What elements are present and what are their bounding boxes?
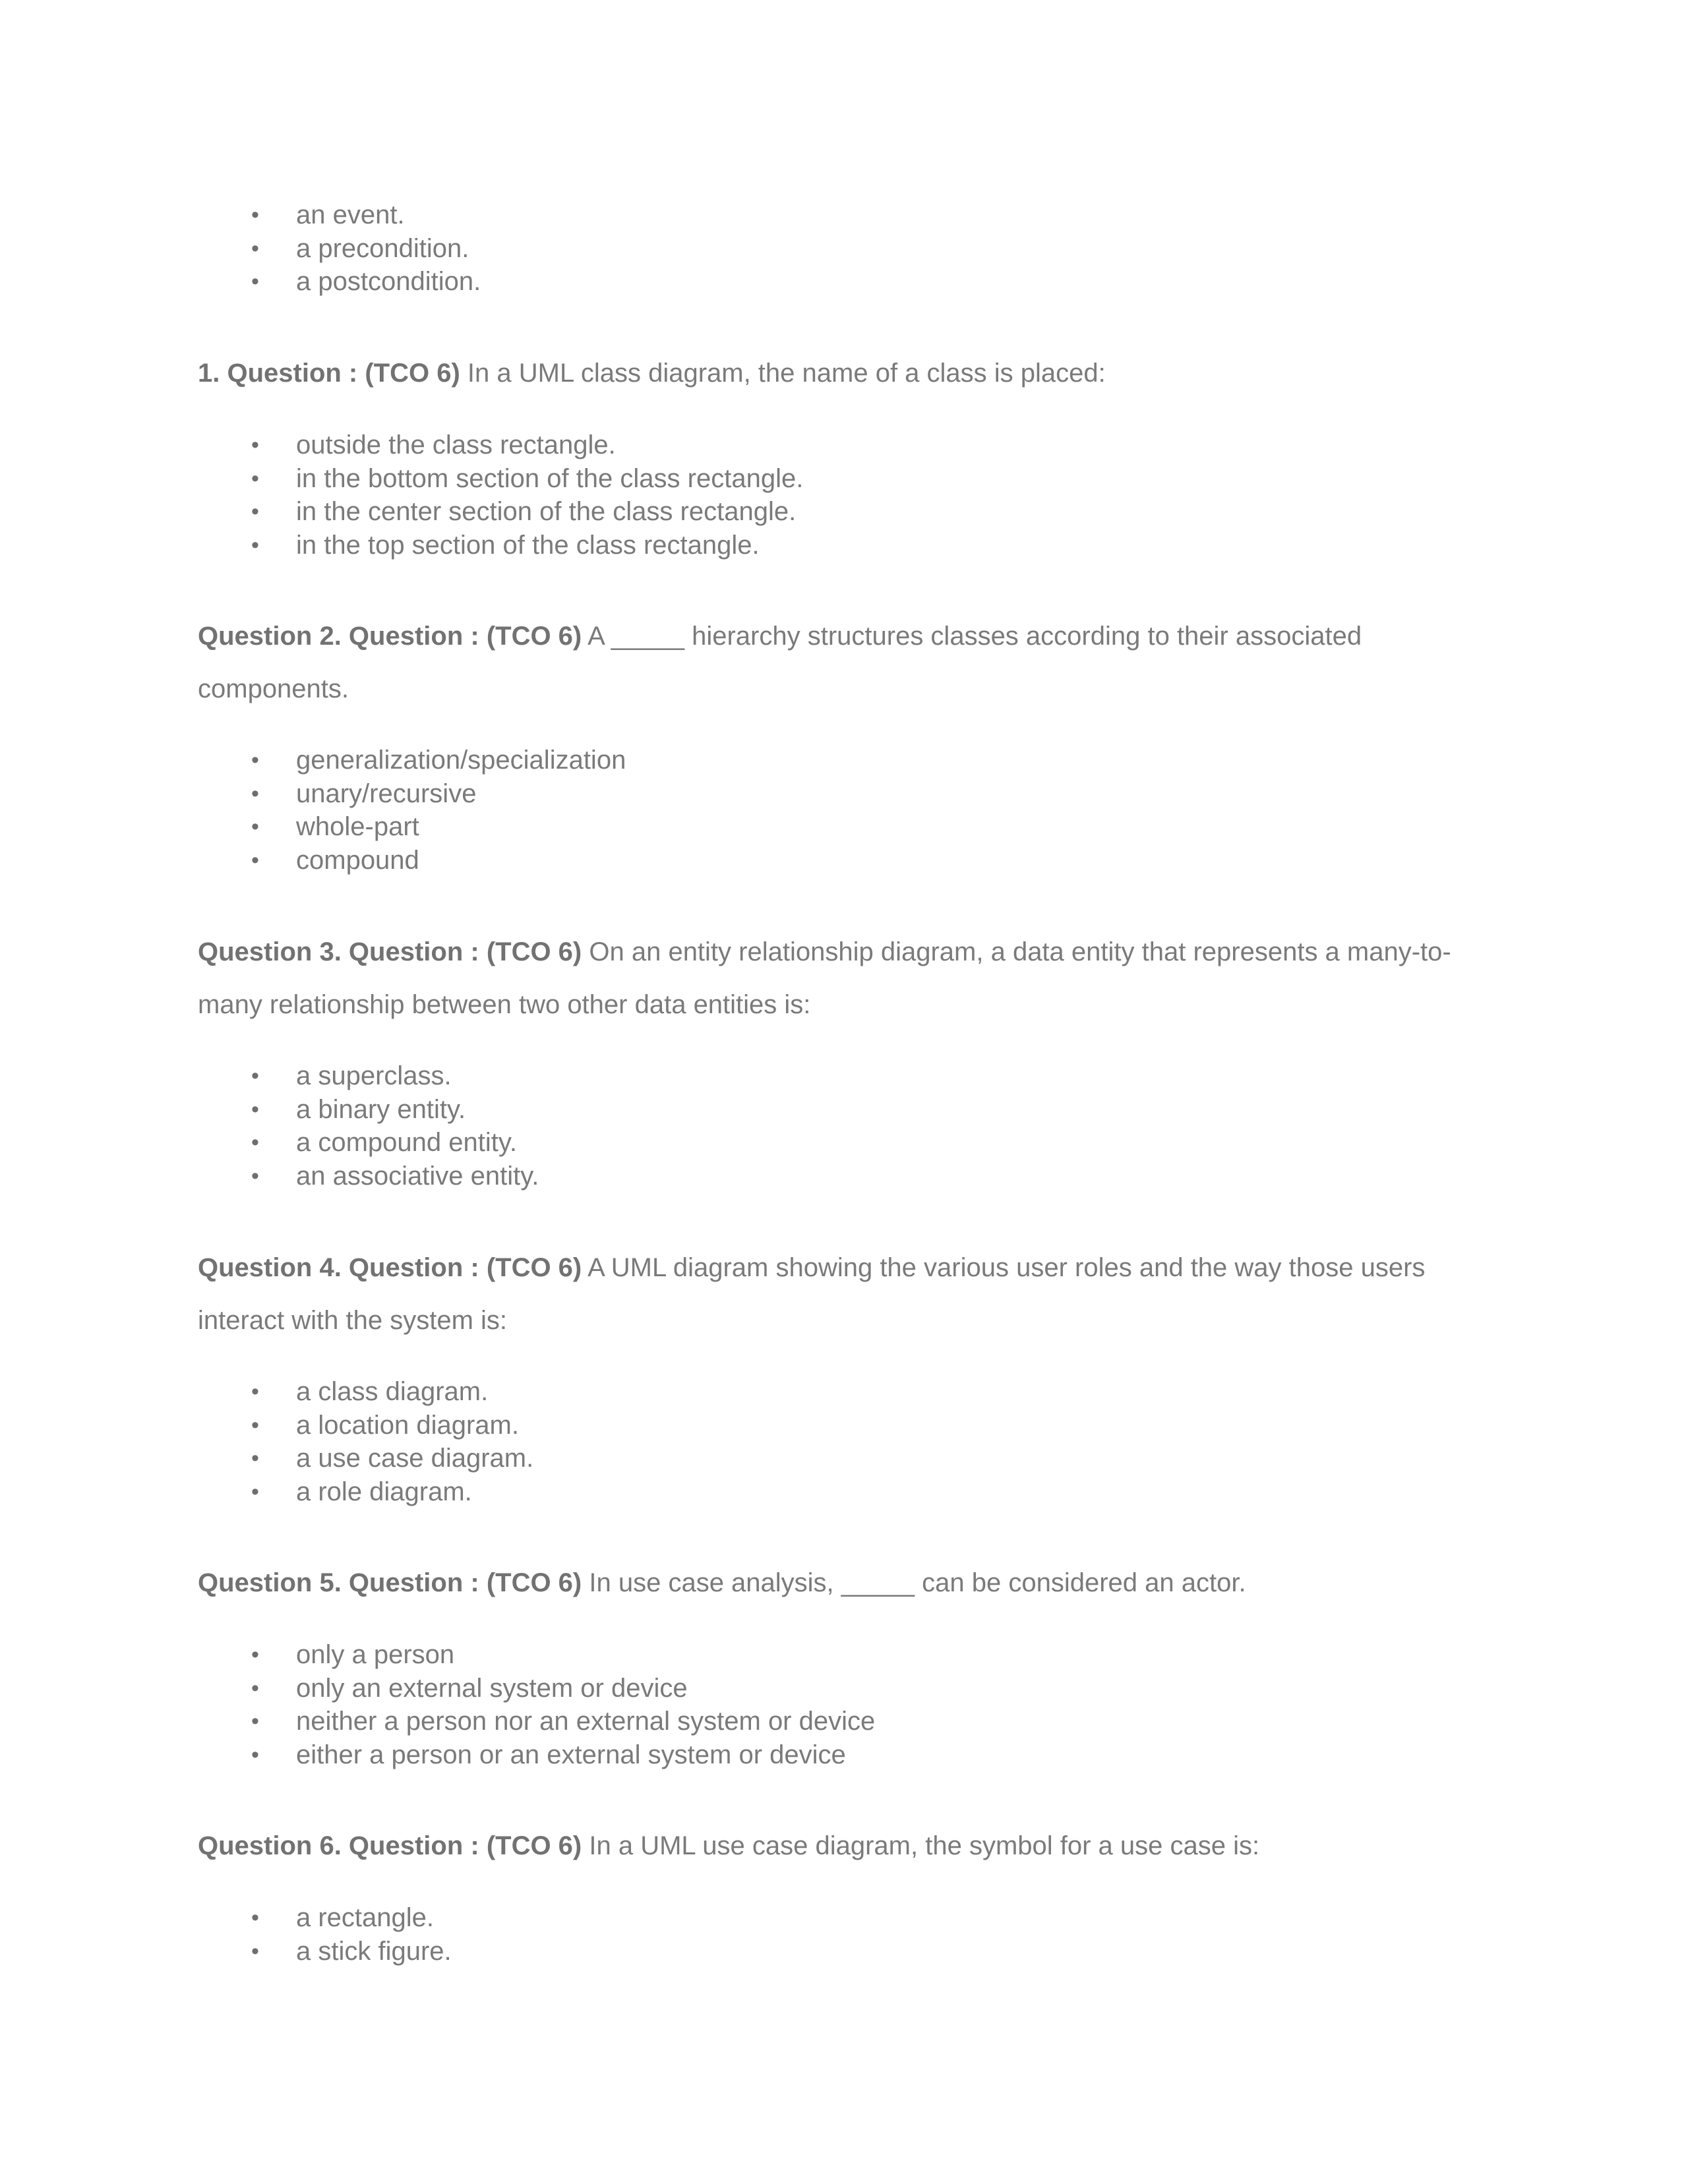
question-heading: Question 6. Question : (TCO 6) <box>198 1831 582 1860</box>
list-item: • in the bottom section of the class rectangle. <box>198 462 1503 496</box>
list-item: • either a person or an external system or device <box>198 1738 1503 1772</box>
question-5-options <box>198 1638 1503 1771</box>
options-list <box>198 1638 1503 1771</box>
question-5-text <box>198 1556 1510 1609</box>
bullet-icon: • <box>251 202 259 227</box>
bullet-icon: • <box>251 269 259 294</box>
list-item: • a postcondition. <box>198 265 1503 299</box>
list-item: • compound <box>198 844 1503 877</box>
bullet-icon: • <box>251 847 259 873</box>
bullet-icon: • <box>251 1412 259 1438</box>
list-item: • a role diagram. <box>198 1475 1503 1509</box>
bullet-icon: • <box>251 748 259 773</box>
question-1-options <box>198 428 1503 562</box>
bullet-icon: • <box>251 781 259 806</box>
question-body: A _____ hierarchy structures classes according to their associated components. <box>198 622 1362 703</box>
question-heading: 1. Question : (TCO 6) <box>198 359 460 388</box>
bullet-icon: • <box>251 499 259 524</box>
question-1-text <box>198 347 1510 399</box>
question-body: On an entity relationship diagram, a data entity that represents a many-to-many relationship between two other data entities is: <box>198 937 1451 1019</box>
bullet-icon: • <box>251 1446 259 1471</box>
bullet-icon: • <box>251 1905 259 1930</box>
bullet-icon: • <box>251 1063 259 1088</box>
bullet-icon: • <box>251 235 259 261</box>
bullet-icon: • <box>251 1709 259 1734</box>
list-item: • only an external system or device <box>198 1672 1503 1705</box>
bullet-icon: • <box>251 1163 259 1189</box>
list-item: • only a person <box>198 1638 1503 1672</box>
question-4-text <box>198 1241 1510 1347</box>
bullet-icon: • <box>251 1742 259 1767</box>
bullet-icon: • <box>251 1642 259 1667</box>
question-6-text <box>198 1819 1510 1872</box>
list-item: • outside the class rectangle. <box>198 428 1503 462</box>
list-item: • a stick figure. <box>198 1935 1503 1968</box>
bullet-icon: • <box>251 532 259 558</box>
options-list <box>198 1059 1503 1193</box>
bullet-icon: • <box>251 1096 259 1122</box>
list-item: • a rectangle. <box>198 1901 1503 1935</box>
list-item: • whole-part <box>198 810 1503 844</box>
list-item: • unary/recursive <box>198 777 1503 811</box>
list-item: • a compound entity. <box>198 1126 1503 1160</box>
bullet-icon: • <box>251 432 259 457</box>
question-heading: Question 3. Question : (TCO 6) <box>198 937 582 966</box>
bullet-icon: • <box>251 1130 259 1155</box>
options-list <box>198 428 1503 562</box>
question-body: In use case analysis, _____ can be considered an actor. <box>582 1568 1246 1597</box>
options-list <box>198 1901 1503 1968</box>
question-2-text <box>198 610 1510 715</box>
question-body: In a UML use case diagram, the symbol for a use case is: <box>582 1831 1260 1860</box>
question-body: In a UML class diagram, the name of a class is placed: <box>460 359 1106 388</box>
list-item: • a use case diagram. <box>198 1442 1503 1475</box>
bullet-icon: • <box>251 1938 259 1964</box>
bullet-icon: • <box>251 814 259 839</box>
options-list <box>198 744 1503 877</box>
list-item: • an event. <box>198 198 1503 232</box>
bullet-icon: • <box>251 465 259 491</box>
question-4-options <box>198 1375 1503 1508</box>
question-3-options <box>198 1059 1503 1193</box>
bullet-icon: • <box>251 1479 259 1504</box>
list-item: • in the center section of the class rectangle. <box>198 495 1503 529</box>
question-body: A UML diagram showing the various user roles and the way those users interact with the system is: <box>198 1253 1426 1335</box>
question-heading: Question 2. Question : (TCO 6) <box>198 622 582 651</box>
intro-options-block <box>198 198 1503 299</box>
question-heading: Question 4. Question : (TCO 6) <box>198 1253 582 1282</box>
options-list <box>198 1375 1503 1508</box>
list-item: • neither a person nor an external system or device <box>198 1705 1503 1738</box>
question-3-text <box>198 926 1510 1031</box>
list-item: • a precondition. <box>198 232 1503 266</box>
list-item: • a location diagram. <box>198 1409 1503 1442</box>
bullet-icon: • <box>251 1379 259 1404</box>
list-item: • an associative entity. <box>198 1160 1503 1193</box>
list-item: • a binary entity. <box>198 1093 1503 1127</box>
list-item: • in the top section of the class rectangle. <box>198 529 1503 562</box>
question-2-options <box>198 744 1503 877</box>
question-heading: Question 5. Question : (TCO 6) <box>198 1568 582 1597</box>
list-item: • generalization/specialization <box>198 744 1503 777</box>
list-item: • a class diagram. <box>198 1375 1503 1409</box>
bullet-icon: • <box>251 1675 259 1701</box>
list-item: • a superclass. <box>198 1059 1503 1093</box>
intro-options-list <box>198 198 1503 299</box>
question-6-options <box>198 1901 1503 1968</box>
